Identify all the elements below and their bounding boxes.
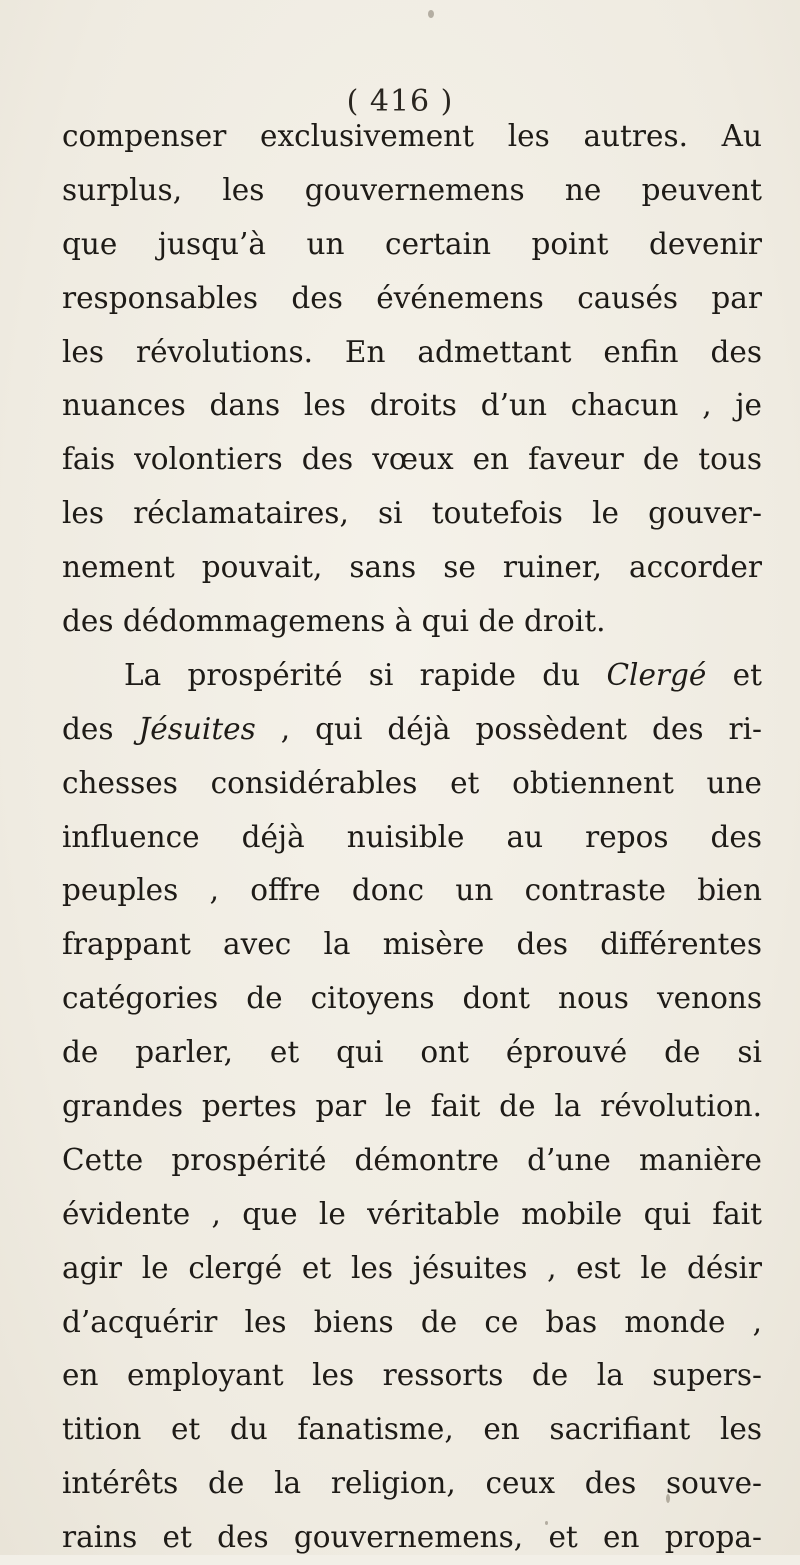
- text-line: responsables des événemens causés par: [62, 280, 762, 315]
- text-line: agir le clergé et les jésuites , est le désir: [62, 1250, 762, 1285]
- paper-speck: [545, 1521, 548, 1525]
- text-line: peuples , offre donc un contraste bien: [62, 873, 762, 908]
- text-line: nement pouvait, sans se ruiner, accorder: [62, 550, 762, 585]
- paper-speck: [666, 1494, 670, 1503]
- text-line: tition et du fanatisme, en sacrifiant les: [62, 1412, 762, 1447]
- text-line: d’acquérir les biens de ce bas monde ,: [62, 1304, 762, 1339]
- text-line: de parler, et qui ont éprouvé de si: [62, 1035, 762, 1070]
- text-line: nuances dans les droits d’un chacun , je: [62, 388, 762, 423]
- page-number: ( 416 ): [346, 84, 454, 119]
- text-segment: et: [732, 657, 762, 692]
- text-line: surplus, les gouvernemens ne peuvent: [62, 172, 762, 207]
- text-line: influence déjà nuisible au repos des: [62, 819, 762, 854]
- text-line: chesses considérables et obtiennent une: [62, 765, 762, 800]
- text-line: fais volontiers des vœux en faveur de tous: [62, 442, 762, 477]
- text-line: les révolutions. En admettant enfin des: [62, 334, 762, 369]
- text-line: rains et des gouvernemens, et en propa-: [62, 1520, 762, 1555]
- text-segment: La prospérité si rapide du: [124, 657, 581, 692]
- text-line: grandes pertes par le fait de la révolution.: [62, 1089, 762, 1124]
- text-line: intérêts de la religion, ceux des souve-: [62, 1466, 762, 1501]
- text-segment: , qui déjà possèdent des ri-: [280, 711, 762, 746]
- italic-clerge: Clergé: [606, 657, 707, 692]
- text-line: évidente , que le véritable mobile qui fait: [62, 1196, 762, 1231]
- text-line-paragraph-start: [62, 649, 762, 703]
- text-segment: des: [62, 711, 114, 746]
- text-line: catégories de citoyens dont nous venons: [62, 981, 762, 1016]
- text-line: en employant les ressorts de la supers-: [62, 1358, 762, 1393]
- text-line: [62, 703, 762, 757]
- paper-speck: [428, 10, 434, 18]
- text-line: que jusqu’à un certain point devenir: [62, 226, 762, 261]
- italic-jesuites: Jésuites: [138, 711, 256, 746]
- text-line: des dédommagemens à qui de droit.: [62, 604, 606, 639]
- text-line: frappant avec la misère des différentes: [62, 927, 762, 962]
- text-line: Cette prospérité démontre d’une manière: [62, 1142, 762, 1177]
- body-text: [62, 110, 762, 1565]
- text-line: compenser exclusivement les autres. Au: [62, 119, 762, 153]
- text-line: les réclamataires, si toutefois le gouver-: [62, 496, 762, 531]
